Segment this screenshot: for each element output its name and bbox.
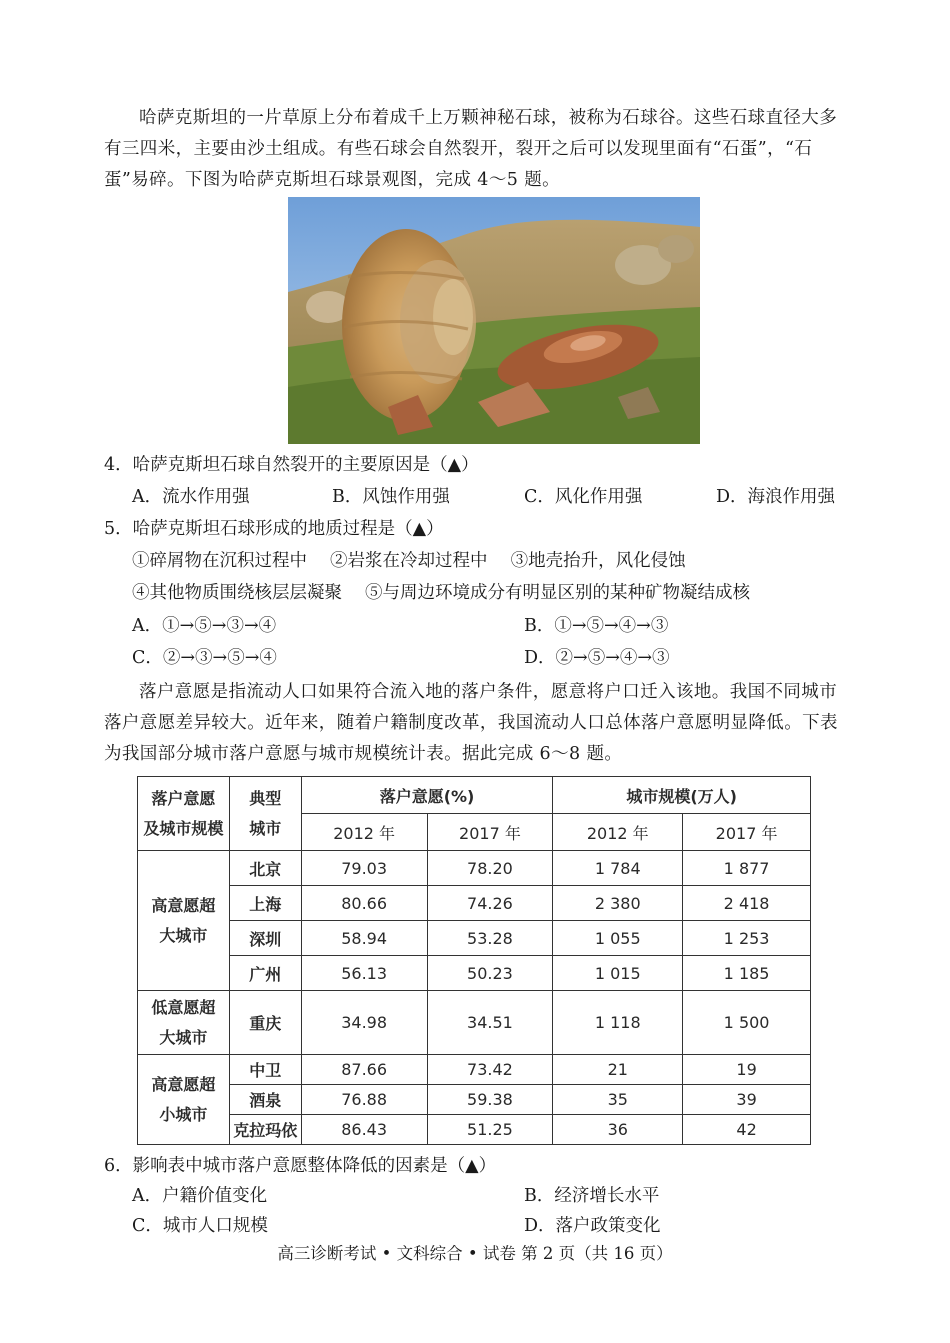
city-cell: 深圳 xyxy=(229,921,301,956)
willingness-2017-cell: 73.42 xyxy=(427,1055,553,1085)
scale-2012-cell: 21 xyxy=(553,1055,683,1085)
settlement-willingness-table xyxy=(137,776,811,1145)
willingness-2017-cell: 50.23 xyxy=(427,956,553,991)
header-category xyxy=(138,777,230,851)
header-scale-2012: 2012 年 xyxy=(553,814,683,851)
table-row xyxy=(138,956,811,991)
city-cell: 克拉玛依 xyxy=(229,1115,301,1145)
table-row xyxy=(138,991,811,1055)
scale-2012-cell: 2 380 xyxy=(553,886,683,921)
group-high-small-line2: 小城市 xyxy=(159,1104,208,1124)
header-city xyxy=(229,777,301,851)
willingness-2017-cell: 34.51 xyxy=(427,991,553,1055)
table-row xyxy=(138,921,811,956)
q4-option-d[interactable]: D．海浪作用强 xyxy=(716,487,836,507)
scale-2012-cell: 1 055 xyxy=(553,921,683,956)
header-city-line1: 典型 xyxy=(249,788,282,808)
scale-2012-cell: 1 015 xyxy=(553,956,683,991)
city-cell: 上海 xyxy=(229,886,301,921)
scale-2017-cell: 39 xyxy=(683,1085,811,1115)
q6-option-a[interactable]: A．户籍价值变化 xyxy=(132,1186,268,1206)
willingness-2012-cell: 34.98 xyxy=(301,991,427,1055)
group-high-small-line1: 高意愿超 xyxy=(151,1074,216,1094)
q4-option-b[interactable]: B．风蚀作用强 xyxy=(332,487,450,507)
q4-option-a[interactable]: A．流水作用强 xyxy=(132,487,250,507)
group-high-mega-line2: 大城市 xyxy=(159,925,208,945)
willingness-2012-cell: 76.88 xyxy=(301,1085,427,1115)
q5-option-a[interactable]: A．①→⑤→③→④ xyxy=(132,616,277,636)
group-high-small xyxy=(138,1055,230,1145)
header-scale-2017: 2017 年 xyxy=(683,814,811,851)
scale-2012-cell: 1 784 xyxy=(553,851,683,886)
header-willingness-2012: 2012 年 xyxy=(301,814,427,851)
willingness-2012-cell: 56.13 xyxy=(301,956,427,991)
header-willingness: 落户意愿(%) xyxy=(301,777,553,814)
scale-2017-cell: 19 xyxy=(683,1055,811,1085)
header-category-line2: 及城市规模 xyxy=(143,818,224,838)
header-category-line1: 落户意愿 xyxy=(151,788,216,808)
group-low-mega xyxy=(138,991,230,1055)
passage-settlement-willingness: 落户意愿是指流动人口如果符合流入地的落户条件，愿意将户口迁入该地。我国不同城市落户意愿差异较大。近年来，随着户籍制度改革，我国流动人口总体落户意愿明显降低。下表为我国部分城市落户意愿与城市规模统计表。据此完成 6～8 题。 xyxy=(104,682,838,764)
scale-2017-cell: 1 185 xyxy=(683,956,811,991)
city-cell: 酒泉 xyxy=(229,1085,301,1115)
q5-process-line-2: ④其他物质围绕核层层凝聚 ⑤与周边环境成分有明显区别的某种矿物凝结成核 xyxy=(132,583,751,603)
table-row xyxy=(138,1055,811,1085)
willingness-2017-cell: 74.26 xyxy=(427,886,553,921)
table-row xyxy=(138,851,811,886)
group-high-mega-line1: 高意愿超 xyxy=(151,895,216,915)
city-cell: 广州 xyxy=(229,956,301,991)
city-cell: 重庆 xyxy=(229,991,301,1055)
q5-option-c[interactable]: C．②→③→⑤→④ xyxy=(132,648,277,668)
willingness-2017-cell: 59.38 xyxy=(427,1085,553,1115)
q6-option-b[interactable]: B．经济增长水平 xyxy=(524,1186,660,1206)
q5-process-line-1: ①碎屑物在沉积过程中 ②岩浆在冷却过程中 ③地壳抬升，风化侵蚀 xyxy=(132,551,686,571)
group-low-mega-line2: 大城市 xyxy=(159,1027,208,1047)
header-city-line2: 城市 xyxy=(249,818,282,838)
stone-ball-landscape-image xyxy=(288,197,700,444)
scale-2017-cell: 1 253 xyxy=(683,921,811,956)
scale-2017-cell: 2 418 xyxy=(683,886,811,921)
question-6-stem: 6．影响表中城市落户意愿整体降低的因素是（▲） xyxy=(104,1156,497,1176)
willingness-2012-cell: 87.66 xyxy=(301,1055,427,1085)
stone-ball-photo xyxy=(288,197,700,444)
city-cell: 中卫 xyxy=(229,1055,301,1085)
willingness-2017-cell: 53.28 xyxy=(427,921,553,956)
scale-2017-cell: 42 xyxy=(683,1115,811,1145)
q5-option-b[interactable]: B．①→⑤→④→③ xyxy=(524,616,669,636)
scale-2017-cell: 1 877 xyxy=(683,851,811,886)
table-row xyxy=(138,886,811,921)
table-row xyxy=(138,1115,811,1145)
willingness-2017-cell: 78.20 xyxy=(427,851,553,886)
table-row xyxy=(138,1085,811,1115)
scale-2017-cell: 1 500 xyxy=(683,991,811,1055)
page-footer: 高三诊断考试 • 文科综合 • 试卷 第 2 页（共 16 页） xyxy=(277,1244,673,1263)
group-low-mega-line1: 低意愿超 xyxy=(151,997,216,1017)
willingness-2012-cell: 58.94 xyxy=(301,921,427,956)
city-cell: 北京 xyxy=(229,851,301,886)
scale-2012-cell: 1 118 xyxy=(553,991,683,1055)
question-5-stem: 5．哈萨克斯坦石球形成的地质过程是（▲） xyxy=(104,519,444,539)
q6-option-c[interactable]: C．城市人口规模 xyxy=(132,1216,268,1236)
header-city-scale: 城市规模(万人) xyxy=(553,777,811,814)
scale-2012-cell: 35 xyxy=(553,1085,683,1115)
q5-option-d[interactable]: D．②→⑤→④→③ xyxy=(524,648,670,668)
question-4-stem: 4．哈萨克斯坦石球自然裂开的主要原因是（▲） xyxy=(104,455,479,475)
willingness-2017-cell: 51.25 xyxy=(427,1115,553,1145)
header-willingness-2017: 2017 年 xyxy=(427,814,553,851)
group-high-mega xyxy=(138,851,230,991)
willingness-2012-cell: 80.66 xyxy=(301,886,427,921)
q6-option-d[interactable]: D．落户政策变化 xyxy=(524,1216,661,1236)
willingness-2012-cell: 79.03 xyxy=(301,851,427,886)
willingness-2012-cell: 86.43 xyxy=(301,1115,427,1145)
passage-stone-balls: 哈萨克斯坦的一片草原上分布着成千上万颗神秘石球，被称为石球谷。这些石球直径大多有三四米，主要由沙土组成。有些石球会自然裂开，裂开之后可以发现里面有“石蛋”，“石蛋”易碎。下图为哈萨克斯坦石球景观图，完成 4～5 题。 xyxy=(104,108,838,190)
q4-option-c[interactable]: C．风化作用强 xyxy=(524,487,643,507)
scale-2012-cell: 36 xyxy=(553,1115,683,1145)
